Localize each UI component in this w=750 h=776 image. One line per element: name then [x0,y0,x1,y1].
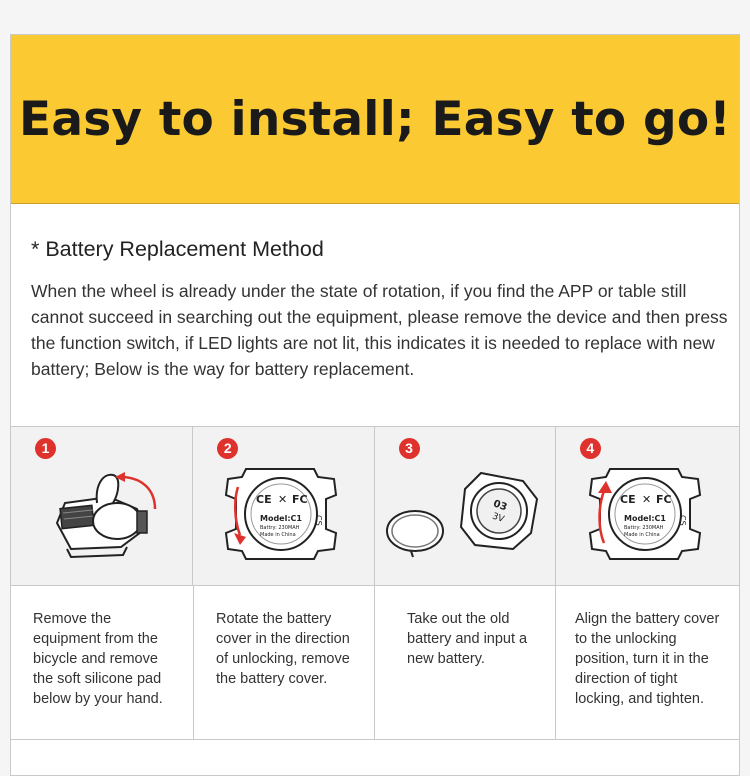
svg-text:FC: FC [292,493,308,506]
step-1-illustration-cell [11,427,192,585]
banner-title: Easy to install; Easy to go! [19,91,731,147]
step-3-illustration-cell [374,427,555,585]
step-3-cell-voltage: 3V [490,511,505,525]
step-3-badge: 3 [399,438,420,459]
title-banner [11,35,739,204]
step-4-badge: 4 [580,438,601,459]
step-2-badge: 2 [217,438,238,459]
step-2-description: Rotate the battery cover in the direction of unlocking, remove the battery cover. [193,585,374,739]
svg-text:CE: CE [620,493,636,506]
step-2-device-illustration [218,463,348,563]
steps-text-row [11,585,739,740]
step-1-description: Remove the equipment from the bicycle and remove the soft silicone pad below by your hand. [33,611,163,707]
step-2-battery-label: Battry: 230MAH [260,525,300,531]
steps-illustration-row [11,426,739,586]
svg-text:CE: CE [256,493,272,506]
intro-paragraph: When the wheel is already under the state of rotation, if you find the APP or table still cannot succeed in searching out the equipment, please remove the device and then press the function switch, if LED lights are not lit, this indicates it is needed to replace with new battery; Below is the way for battery replacement. [31,281,728,379]
step-4-device-illustration [582,463,712,563]
step-3-description: Take out the old battery and input a new battery. [374,585,555,739]
content-frame [10,34,740,776]
step-2-brand-label: CS [314,515,324,526]
step-1-badge: 1 [35,438,56,459]
step-1-device-illustration [37,463,167,563]
step-2-model-label: Model:C1 [260,514,303,523]
step-4-battery-label: Battry: 230MAH [624,525,664,531]
step-4-description: Align the battery cover to the unlocking position, turn it in the direction of tight locking, and tighten. [555,585,739,739]
step-3-device-illustration [385,463,545,563]
step-3-cell-code: 03 [491,498,509,514]
svg-text:✕: ✕ [642,493,652,506]
step-4-model-label: Model:C1 [624,514,667,523]
svg-text:✕: ✕ [278,493,288,506]
step-4-brand-label: CS [678,515,688,526]
step-4-origin-label: Made in China [624,532,661,538]
svg-text:FC: FC [656,493,672,506]
section-heading: * Battery Replacement Method [31,237,324,261]
step-2-origin-label: Made in China [260,532,297,538]
step-2-illustration-cell [192,427,373,585]
step-4-illustration-cell [555,427,739,585]
